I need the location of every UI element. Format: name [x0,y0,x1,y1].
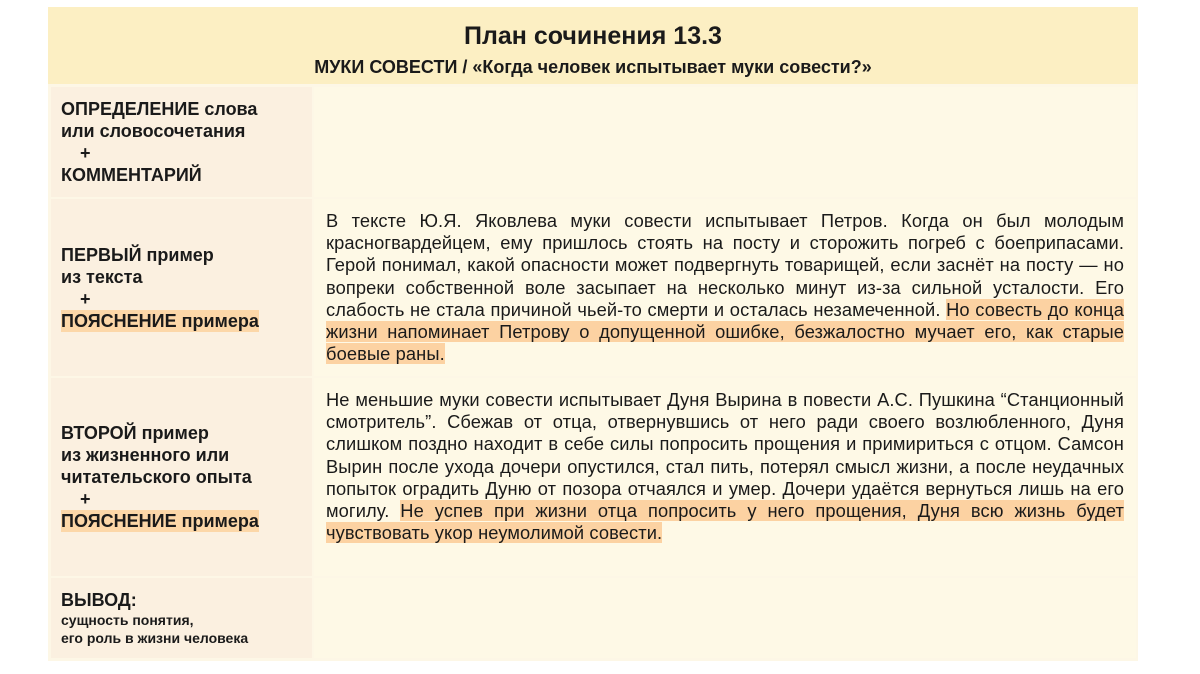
label-plus: + [80,288,91,309]
label-line: КОММЕНТАРИЙ [61,165,202,185]
row-conclusion-content [314,578,1136,658]
label-line: ВТОРОЙ пример [61,423,209,443]
label-small-line: сущность понятия, [61,612,194,628]
example-text: В тексте Ю.Я. Яковлева муки совести испытывает Петров. Когда он был молодым красногвардейцем, ему пришлось стоять на посту и сторожить погреб с боеприпасами. Герой понимал, какой опасности может подвергнуть товарищей, если заснёт на посту — но вопреки собственной воле засыпает на несколько минут из-за сильной усталости. Его слабость не стала причиной чьей-то смерти и осталась незамеченной. [326,210,1124,320]
page-subtitle: МУКИ СОВЕСТИ / «Когда человек испытывает муки совести?» [314,57,872,77]
label-line: ОПРЕДЕЛЕНИЕ слова [61,99,258,119]
row-conclusion-label [51,578,312,658]
label-line: или словосочетания [61,121,246,141]
plan-header [48,7,1138,84]
page-title: План сочинения 13.3 [464,22,722,50]
row-first-example-content [314,199,1136,376]
label-plus: + [80,489,91,509]
example-text: Не меньшие муки совести испытывает Дуня Вырина в повести А.С. Пушкина “Станционный смотритель”. Сбежав от отца, отвернувшись от него ради своего возлюбленного, Дуня слишком поздно находит в себе силы попросить прощения и примириться с отцом. Самсон Вырин после ухода дочери опустился, стал пить, потерял смысл жизни, а после неудачных попыток оградить Дуню от позора отчаялся и умер. Дочери удаётся вернуться лишь на его могилу. [326,389,1124,522]
row-first-example-label [51,199,312,376]
label-plus: + [80,143,91,163]
label-line: ВЫВОД: [61,590,137,610]
label-small-line: его роль в жизни человека [61,630,249,646]
example-highlight: Не успев при жизни отца попросить у него прощения, Дуня всю жизнь будет чувствовать укор неумолимой совести. [326,500,1124,544]
label-highlight: ПОЯСНЕНИЕ примера [61,310,259,331]
label-line: из текста [61,266,143,287]
row-second-example-label [51,378,312,576]
row-definition-content [314,87,1136,197]
example-paragraph [326,389,1124,544]
label-line: ПЕРВЫЙ пример [61,244,214,265]
example-highlight: Но совесть до конца жизни напоминает Петрову о допущенной ошибке, безжалостно мучает его, как старые боевые раны. [326,298,1125,365]
label-highlight: ПОЯСНЕНИЕ примера [61,511,259,531]
row-definition-label [51,87,312,197]
example-paragraph [326,210,1124,365]
label-line: читательского опыта [61,467,252,487]
label-line: из жизненного или [61,445,230,465]
row-second-example-content [314,378,1136,576]
